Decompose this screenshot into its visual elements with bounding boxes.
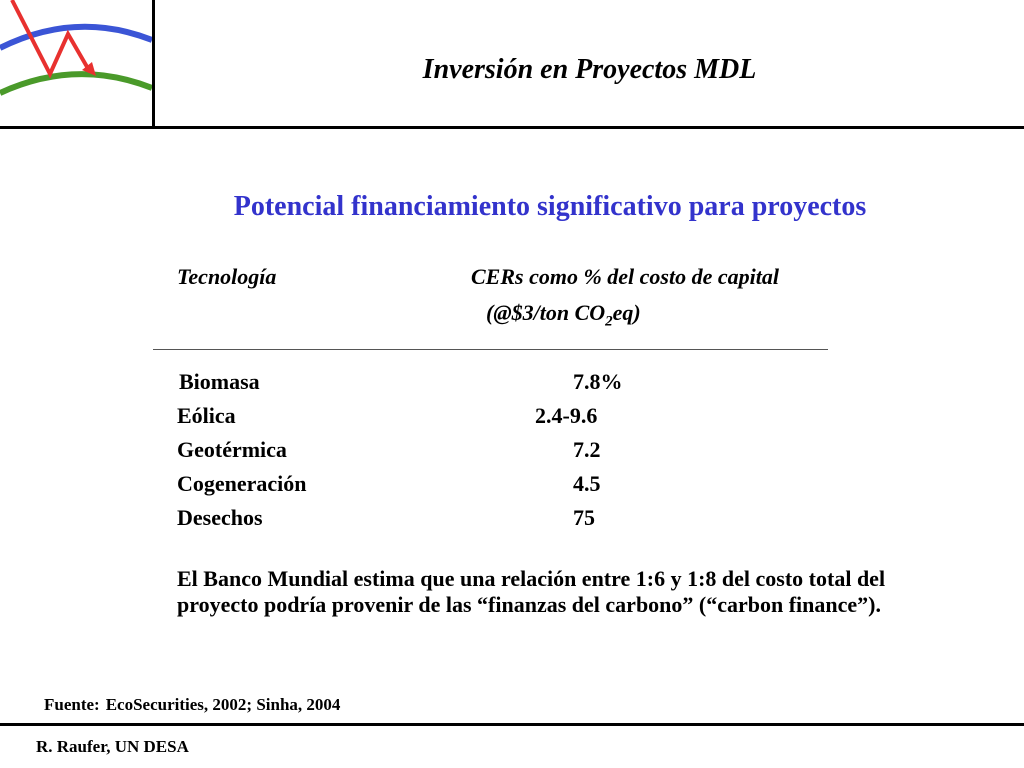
table-cell-technology: Eólica	[177, 403, 236, 428]
logo-graphic	[0, 0, 152, 126]
unit-subscript: 2	[605, 313, 613, 330]
table-cell-technology: Biomasa	[179, 369, 260, 394]
column-header-cers-unit	[486, 300, 641, 334]
table-cell-value: 75	[573, 505, 595, 530]
slide-subtitle: Potencial financiamiento significativo para proyectos	[233, 191, 867, 222]
source-text: EcoSecurities, 2002; Sinha, 2004	[105, 695, 341, 714]
table-header-rule	[153, 349, 828, 350]
unit-suffix: eq)	[612, 300, 641, 325]
source-citation	[44, 694, 340, 716]
column-header-technology: Tecnología	[177, 264, 277, 289]
table-cell-value: 7.8%	[573, 369, 623, 394]
table-cell-value: 7.2	[573, 437, 601, 462]
column-header-cers: CERs como % del costo de capital	[471, 264, 779, 289]
table-cell-technology: Cogeneración	[177, 471, 307, 496]
table-cell-value: 2.4-9.6	[535, 403, 598, 428]
footer-divider	[0, 723, 1024, 726]
unit-prefix: (@$3/ton CO	[486, 300, 606, 325]
slide-title: Inversión en Proyectos MDL	[422, 54, 757, 85]
table-cell-technology: Desechos	[177, 505, 263, 530]
table-cell-value: 4.5	[573, 471, 601, 496]
green-arc	[0, 74, 152, 93]
header-divider	[0, 126, 1024, 129]
world-bank-note: El Banco Mundial estima que una relación entre 1:6 y 1:8 del costo total del proyecto podría provenir de las “finanzas del carbono” (“carbon finance”).	[177, 566, 886, 617]
table-cell-technology: Geotérmica	[177, 437, 287, 462]
footer-author: R. Raufer, UN DESA	[36, 737, 189, 756]
source-label: Fuente:	[44, 695, 100, 714]
